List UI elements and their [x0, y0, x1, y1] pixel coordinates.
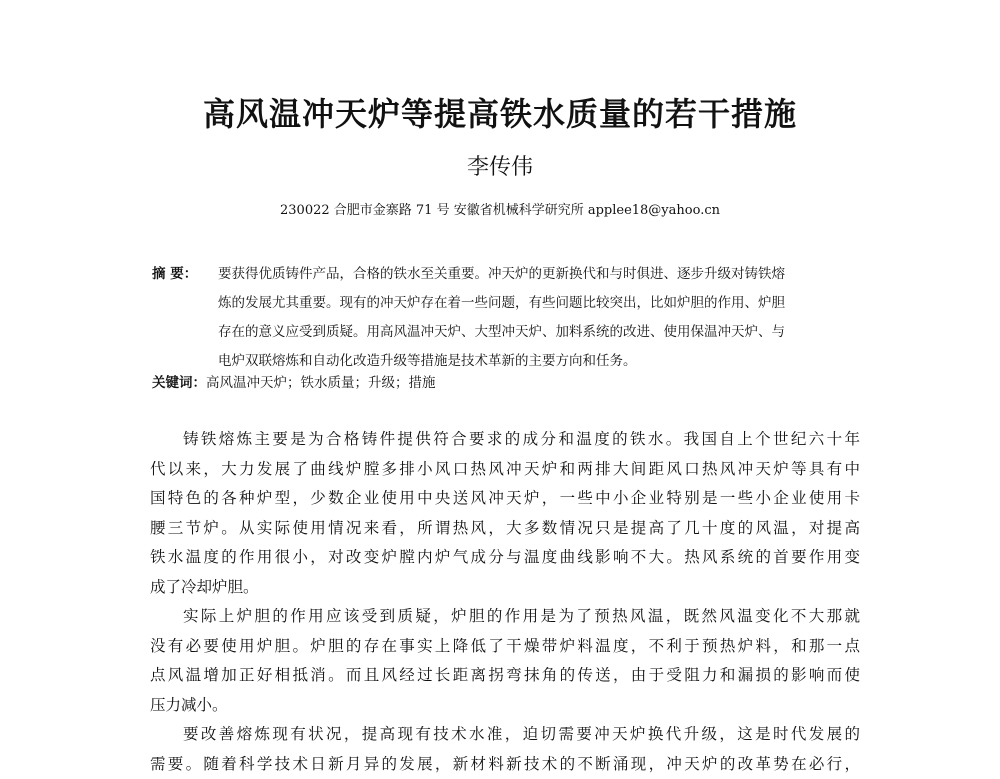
paper-title: 高风温冲天炉等提高铁水质量的若干措施	[0, 92, 1000, 136]
keywords-label: 关键词：	[152, 375, 206, 391]
body-line: 点风温增加正好相抵消。而且风经过长距离拐弯抹角的传送，由于受阻力和漏损的影响而使	[150, 661, 860, 691]
abstract-section	[152, 260, 856, 376]
main-body	[150, 425, 860, 779]
body-line: 没有必要使用炉胆。炉胆的存在事实上降低了干燥带炉料温度，不利于预热炉料，和那一点	[150, 632, 860, 662]
body-line: 铁水温度的作用很小，对改变炉膛内炉气成分与温度曲线影响不大。热风系统的首要作用变	[150, 543, 860, 573]
abstract-line: 存在的意义应受到质疑。用高风温冲天炉、大型冲天炉、加料系统的改进、使用保温冲天炉、与	[218, 318, 856, 347]
body-line: 腰三节炉。从实际使用情况来看，所谓热风，大多数情况只是提高了几十度的风温，对提高	[150, 514, 860, 544]
author-affiliation: 230022 合肥市金寨路 71 号 安徽省机械科学研究所 applee18@yahoo.cn	[0, 199, 1000, 223]
body-line: 要改善熔炼现有状况，提高现有技术水准，迫切需要冲天炉换代升级，这是时代发展的	[150, 720, 860, 750]
abstract-line: 要获得优质铸件产品，合格的铁水至关重要。冲天炉的更新换代和与时俱进、逐步升级对铸铁熔	[218, 260, 856, 289]
author-name: 李传伟	[0, 152, 1000, 184]
abstract-line: 电炉双联熔炼和自动化改造升级等措施是技术革新的主要方向和任务。	[218, 347, 856, 376]
body-line: 压力减小。	[150, 691, 860, 721]
keywords-section	[152, 370, 436, 396]
body-line: 需要。随着科学技术日新月异的发展，新材料新技术的不断涌现，冲天炉的改革势在必行，	[150, 750, 860, 779]
body-line: 铸铁熔炼主要是为合格铸件提供符合要求的成分和温度的铁水。我国自上个世纪六十年	[150, 425, 860, 455]
abstract-label: 摘 要：	[152, 260, 197, 289]
abstract-body	[218, 260, 856, 376]
keywords-text: 高风温冲天炉；铁水质量；升级；措施	[206, 375, 436, 391]
body-line: 成了冷却炉胆。	[150, 573, 860, 603]
body-line: 国特色的各种炉型，少数企业使用中央送风冲天炉，一些中小企业特别是一些小企业使用卡	[150, 484, 860, 514]
body-line: 实际上炉胆的作用应该受到质疑，炉胆的作用是为了预热风温，既然风温变化不大那就	[150, 602, 860, 632]
abstract-line: 炼的发展尤其重要。现有的冲天炉存在着一些问题，有些问题比较突出，比如炉胆的作用、炉胆	[218, 289, 856, 318]
body-line: 代以来，大力发展了曲线炉膛多排小风口热风冲天炉和两排大间距风口热风冲天炉等具有中	[150, 455, 860, 485]
